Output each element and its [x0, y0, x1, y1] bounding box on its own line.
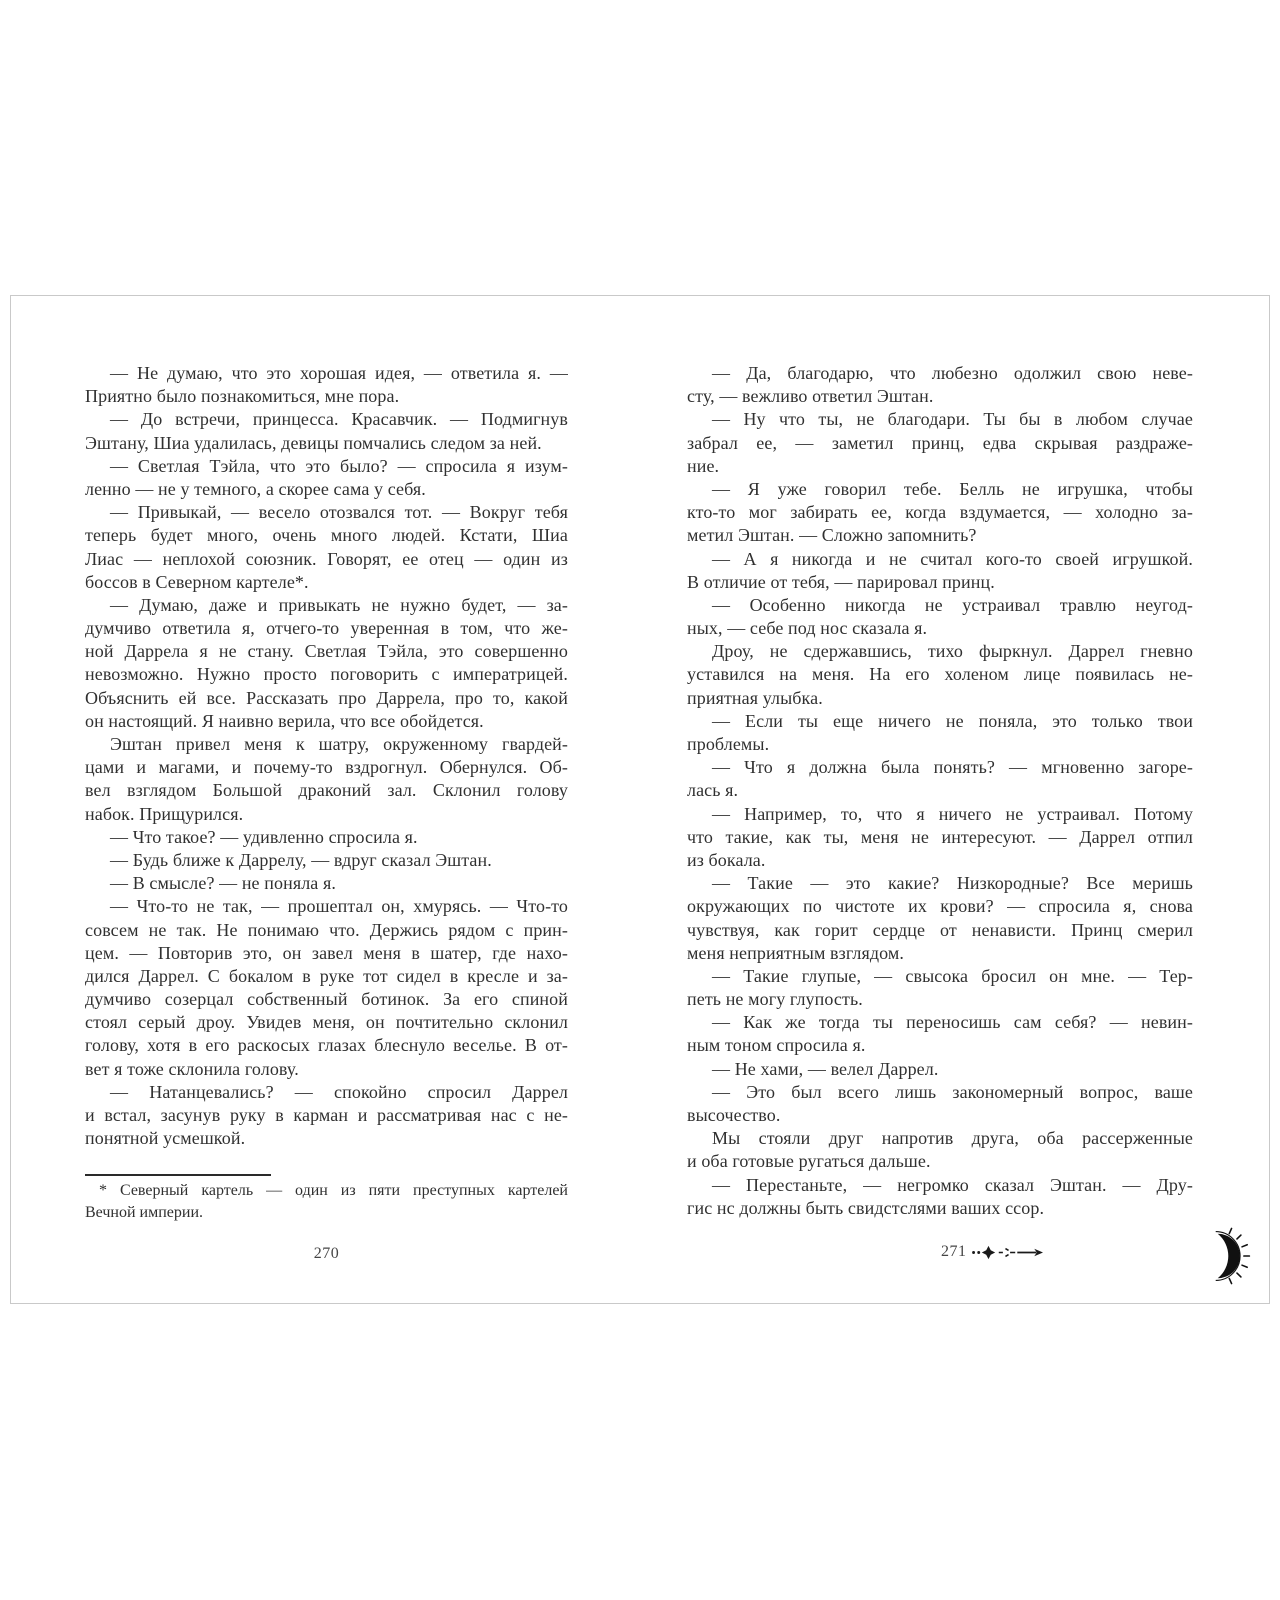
text-line: что такие, как ты, меня не интересуют. — Даррел отпил: [687, 826, 1193, 847]
text-line: стоял серый дроу. Увидев меня, он почтительно склонил: [85, 1012, 568, 1033]
text-line: гис нс должны быть свидстслями ваших ссор.: [687, 1197, 1045, 1218]
text-line: — Такие глупые, — свысока бросил он мне. — Тер-: [712, 965, 1193, 986]
text-line: вет я тоже склонила голову.: [85, 1058, 299, 1079]
text-line: ных, — себе под нос сказала я.: [687, 618, 928, 639]
arrow-comet-ornament-icon: [971, 1244, 1043, 1261]
text-line: Дроу, не сдержавшись, тихо фыркнул. Даррел гневно: [712, 641, 1193, 662]
page-footer-right: [941, 1243, 1043, 1261]
text-line: — Что такое? — удивленно спросила я.: [110, 826, 418, 847]
text-line: голову, хотя в его раскосых глазах блеснуло веселье. В от-: [85, 1035, 568, 1056]
text-line: — Например, то, что я ничего не устраивал. Потому: [712, 803, 1193, 824]
text-line: невозможно. Нужно просто поговорить с императрицей.: [85, 664, 568, 685]
book-page-spread: [10, 295, 1270, 1304]
text-line: понятной усмешкой.: [85, 1128, 246, 1149]
text-line: — Как же тогда ты переносишь сам себя? — невин-: [712, 1012, 1193, 1033]
text-line: высочество.: [687, 1105, 781, 1125]
text-line: дился Даррел. С бокалом в руке тот сидел в кресле и за-: [85, 965, 568, 986]
text-line: ленно — не у темного, а скорее сама у себя.: [85, 478, 426, 499]
text-line: лась я.: [687, 780, 739, 801]
text-line: — Перестаньте, — негромко сказал Эштан. — Дру-: [712, 1174, 1193, 1195]
text-line: — Это был всего лишь закономерный вопрос, ваше: [712, 1081, 1193, 1102]
text-line: вел взглядом Большой драконий зал. Склонил голову: [85, 780, 568, 801]
text-line: совсем не так. Не понимаю что. Держись рядом с прин-: [85, 919, 568, 940]
text-line: — Особенно никогда не устраивал травлю неугод-: [712, 594, 1193, 615]
text-line: ние.: [687, 455, 720, 476]
text-line: Эштан привел меня к шатру, окруженному гвардей-: [110, 734, 568, 754]
text-line: забрал ее, — заметил принц, едва скрывая раздраже-: [687, 432, 1193, 453]
text-line: и встал, засунув руку в карман и рассматривая нас с не-: [85, 1105, 568, 1125]
text-line: ной Даррела я не стану. Светлая Тэйла, это совершенно: [85, 641, 568, 662]
text-line: ным тоном спросила я.: [687, 1035, 866, 1056]
text-line: — Будь ближе к Даррелу, — вдруг сказал Эштан.: [110, 849, 492, 870]
text-line: боссов в Северном картеле*.: [85, 571, 309, 592]
text-line: — Не думаю, что это хорошая идея, — ответила я. —: [110, 363, 568, 383]
text-line: цами и магами, и почему-то вздрогнул. Обернулся. Об-: [85, 757, 568, 778]
text-line: уставился на меня. На его холеном лице появилась не-: [687, 664, 1193, 685]
text-line: из бокала.: [687, 849, 766, 870]
left-page-text-column: [85, 362, 568, 1150]
text-line: Лиас — неплохой союзник. Говорят, ее отец — один из: [85, 548, 568, 569]
text-line: В отличие от тебя, — парировал принц.: [687, 571, 995, 592]
text-line: думчиво созерцал собственный ботинок. За его спиной: [85, 989, 568, 1010]
text-line: — Что-то не так, — прошептал он, хмурясь. — Что-то: [110, 896, 568, 917]
text-line: он настоящий. Я наивно верила, что все обойдется.: [85, 710, 484, 731]
text-line: — В смысле? — не поняла я.: [110, 873, 336, 894]
text-line: кто-то мог забирать ее, когда вздумается, — холодно за-: [687, 502, 1193, 523]
text-line: * Северный картель — один из пяти преступных картелей: [99, 1182, 568, 1199]
text-line: — Я уже говорил тебе. Белль не игрушка, чтобы: [712, 478, 1193, 499]
text-line: — Что я должна была понять? — мгновенно загоре-: [712, 757, 1193, 778]
text-line: петь не могу глупость.: [687, 989, 863, 1010]
footnote: [85, 1180, 568, 1223]
text-line: — А я никогда и не считал кого-то своей игрушкой.: [712, 548, 1193, 569]
text-line: чувствуя, как горит сердце от ненависти. Принц смерил: [687, 919, 1193, 940]
text-line: и оба готовые ругаться дальше.: [687, 1151, 931, 1172]
crescent-moon-icon: [1205, 1225, 1251, 1287]
text-line: меня неприятным взглядом.: [687, 942, 904, 963]
page-number-left: 270: [313, 1245, 340, 1262]
text-line: — Светлая Тэйла, что это было? — спросила я изум-: [110, 455, 568, 476]
text-line: — Думаю, даже и привыкать не нужно будет, — за-: [110, 594, 568, 615]
text-line: — Ну что ты, не благодари. Ты бы в любом случае: [712, 409, 1193, 430]
text-line: цем. — Повторив это, он завел меня в шатер, где нахо-: [85, 942, 568, 963]
text-line: Эштану, Шиа удалилась, девицы помчались следом за ней.: [85, 432, 542, 453]
text-line: сту, — вежливо ответил Эштан.: [687, 386, 934, 407]
text-line: Приятно было познакомиться, мне пора.: [85, 386, 400, 407]
text-line: — Привыкай, — весело отозвался тот. — Вокруг тебя: [110, 502, 568, 523]
text-line: Вечной империи.: [85, 1203, 204, 1221]
right-page-text-column: [687, 362, 1193, 1220]
text-line: Мы стояли друг напротив друга, оба рассерженные: [712, 1128, 1193, 1149]
text-line: приятная улыбка.: [687, 687, 823, 708]
text-line: — До встречи, принцесса. Красавчик. — Подмигнув: [110, 409, 568, 430]
text-line: окружающих по чистоте их крови? — спросила я, снова: [687, 896, 1193, 917]
text-line: Объяснить ей все. Рассказать про Даррела, про то, какой: [85, 687, 568, 708]
text-line: теперь будет много, очень много людей. Кстати, Шиа: [85, 525, 568, 546]
text-line: метил Эштан. — Сложно запомнить?: [687, 525, 977, 546]
text-line: думчиво ответила я, отчего-то уверенная в том, что же-: [85, 618, 568, 639]
page-number-right: 271: [941, 1243, 967, 1260]
text-line: проблемы.: [687, 734, 770, 754]
text-line: — Да, благодарю, что любезно одолжил свою неве-: [712, 363, 1193, 383]
text-line: — Не хами, — велел Даррел.: [712, 1058, 939, 1079]
text-line: — Такие — это какие? Низкородные? Все меришь: [712, 873, 1193, 894]
text-line: набок. Прищурился.: [85, 803, 244, 824]
footnote-separator: [85, 1174, 271, 1176]
text-line: — Если ты еще ничего не поняла, это только твои: [712, 710, 1193, 731]
text-line: — Натанцевались? — спокойно спросил Даррел: [110, 1081, 568, 1102]
